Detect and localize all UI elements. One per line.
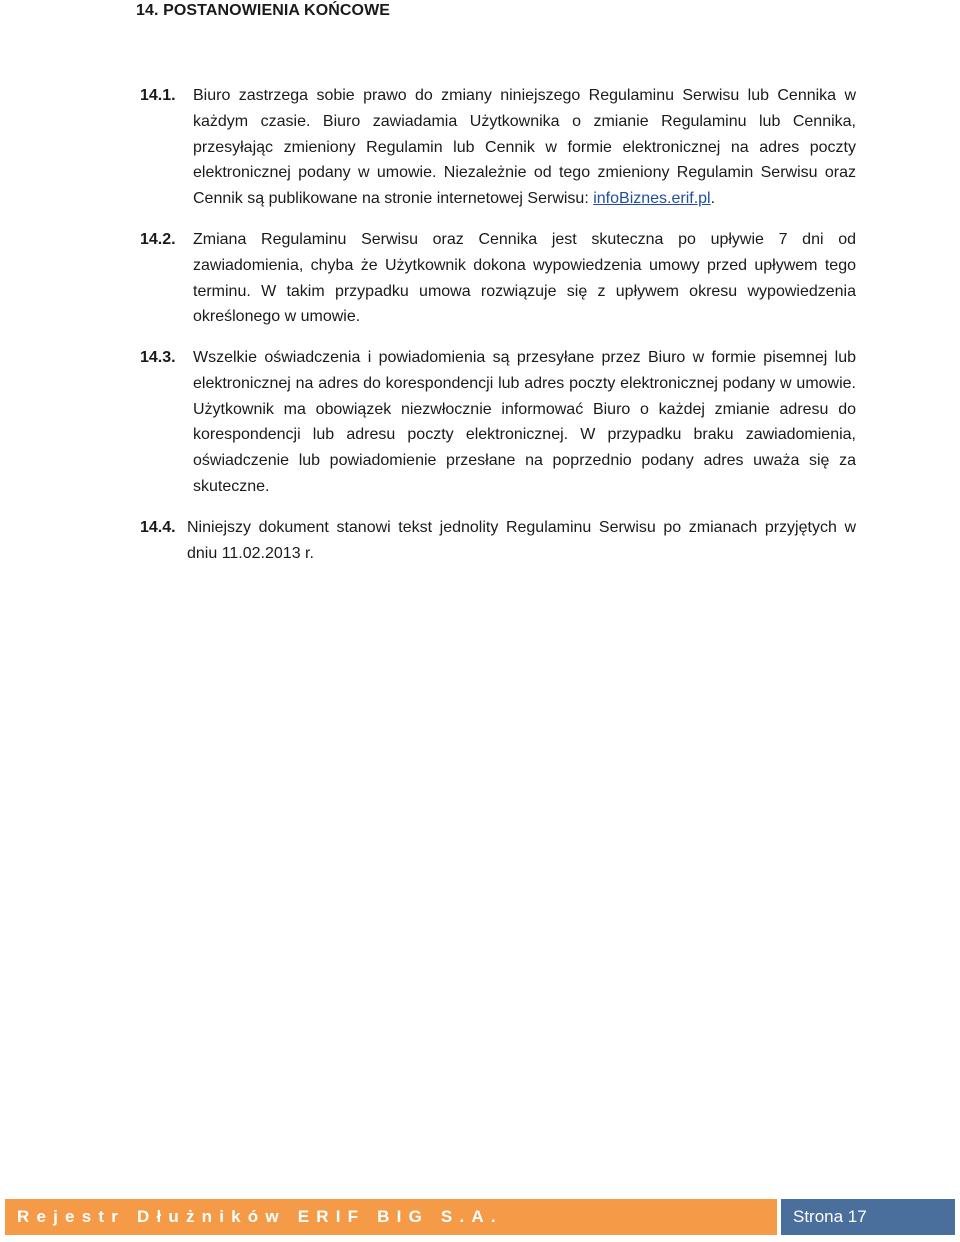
paragraph-number: 14.3. xyxy=(140,349,176,366)
paragraph-text: Zmiana Regulaminu Serwisu oraz Cennika jest skuteczna po upływie 7 dni od zawiadomienia, chyba że Użytkownik dokona wypowiedzenia umowy przed upływem tego terminu. W takim przypadku umowa rozwiązuje się z upływem okresu wypowiedzenia określonego w umowie. xyxy=(193,231,856,326)
paragraph-text-before-link: Biuro zastrzega sobie prawo do zmiany niniejszego Regulaminu Serwisu lub Cennika w każdym czasie. Biuro zawiadamia Użytkownika o zmianie Regulaminu lub Cennika, przesyłając zmieniony Regulamin lub Cennik w formie elektronicznej na adres poczty elektronicznej podany w umowie. Niezależnie od tego zmieniony Regulamin Serwisu oraz Cennik są publikowane na stronie internetowej Serwisu: xyxy=(193,87,856,208)
footer-company-name: Rejestr Dłużników ERIF BIG S.A. xyxy=(5,1199,777,1235)
paragraph-14-3 xyxy=(140,345,856,500)
paragraph-14-2 xyxy=(140,227,856,330)
paragraph-text xyxy=(193,83,856,212)
paragraph-14-4 xyxy=(140,515,856,567)
paragraph-number: 14.1. xyxy=(140,87,176,104)
paragraph-text: Niniejszy dokument stanowi tekst jednolity Regulaminu Serwisu po zmianach przyjętych w dniu 11.02.2013 r. xyxy=(187,519,856,562)
website-link[interactable]: infoBiznes.erif.pl xyxy=(593,190,711,208)
paragraph-text-after-link: . xyxy=(710,190,716,208)
paragraph-text: Wszelkie oświadczenia i powiadomienia są przesyłane przez Biuro w formie pisemnej lub elektronicznej na adres do korespondencji lub adres poczty elektronicznej podany w umowie. Użytkownik ma obowiązek niezwłocznie informować Biuro o każdej zmianie adresu do korespondencji lub adresu poczty elektronicznej. W przypadku braku zawiadomienia, oświadczenie lub powiadomienie przesłane na poprzednio podany adres uważa się za skuteczne. xyxy=(193,349,856,495)
page-footer xyxy=(5,1199,955,1235)
paragraph-number: 14.4. xyxy=(140,519,176,536)
section-heading: 14. POSTANOWIENIA KOŃCOWE xyxy=(136,2,391,19)
paragraph-14-1 xyxy=(140,83,856,212)
paragraph-number: 14.2. xyxy=(140,231,176,248)
footer-page-number: Strona 17 xyxy=(781,1199,955,1235)
